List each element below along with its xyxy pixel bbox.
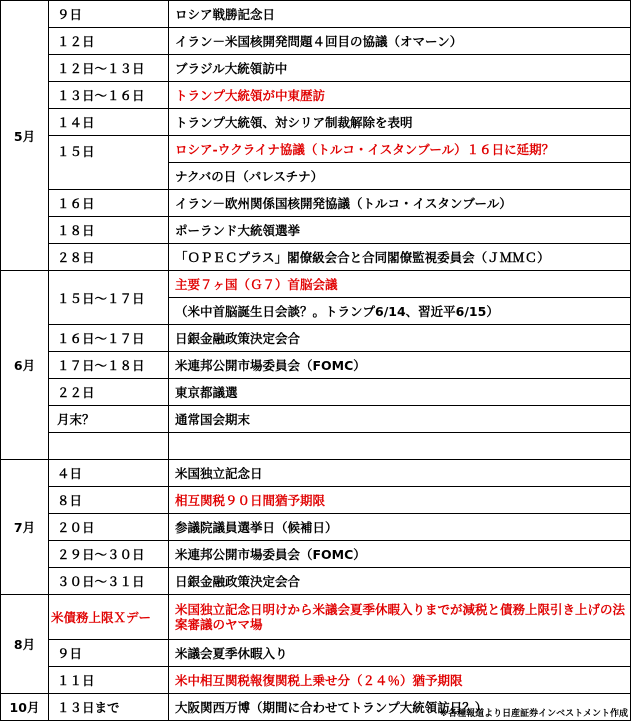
table-row (1, 109, 631, 136)
event-cell (169, 433, 631, 460)
event-cell: ブラジル大統領訪中 (169, 55, 631, 82)
event-cell: 東京都議選 (169, 379, 631, 406)
event-cell: ロシア戦勝記念日 (169, 1, 631, 28)
date-cell: １２日～１３日 (49, 55, 169, 82)
event-cell: 参議院議員選挙日（候補日） (169, 514, 631, 541)
table-row (1, 271, 631, 298)
month-cell-may: 5月 (1, 1, 49, 271)
event-cell: 米連邦公開市場委員会（FOMC） (169, 352, 631, 379)
table-row (1, 244, 631, 271)
date-cell: １６日～１７日 (49, 325, 169, 352)
month-cell-aug: 8月 (1, 595, 49, 694)
table-row (1, 487, 631, 514)
table-row (1, 595, 631, 640)
table-row (1, 460, 631, 487)
date-cell: ２８日 (49, 244, 169, 271)
event-cell: イラン－米国核開発問題４回目の協議（オマーン） (169, 28, 631, 55)
month-cell-jun: 6月 (1, 271, 49, 460)
event-cell-highlighted: 米中相互関税報復関税上乗せ分（２４％）猶予期限 (169, 667, 631, 694)
date-cell: １５日 (49, 136, 169, 190)
event-cell-highlighted: 米国独立記念日明けから米議会夏季休暇入りまでが減税と債務上限引き上げの法案審議のヤマ場 (169, 595, 631, 640)
event-cell: 米国独立記念日 (169, 460, 631, 487)
event-cell-highlighted: ロシア-ウクライナ協議（トルコ・イスタンブール）１６日に延期？ (169, 136, 631, 163)
date-cell: １５日～１７日 (49, 271, 169, 325)
date-cell: ２２日 (49, 379, 169, 406)
table-row (1, 352, 631, 379)
table-row (1, 667, 631, 694)
event-cell: トランプ大統領、対シリア制裁解除を表明 (169, 109, 631, 136)
event-cell: 通常国会期末 (169, 406, 631, 433)
date-cell (49, 433, 169, 460)
date-cell-highlighted: 米債務上限Ｘデー (49, 595, 169, 640)
table-row (1, 190, 631, 217)
event-cell-highlighted: 相互関税９０日間猶予期限 (169, 487, 631, 514)
date-cell: １７日～１８日 (49, 352, 169, 379)
date-cell: ９日 (49, 1, 169, 28)
table-row (1, 541, 631, 568)
event-cell: 「ＯＰＥＣプラス」閣僚級会合と合同閣僚監視委員会（ＪＭＭＣ） (169, 244, 631, 271)
event-cell: 日銀金融政策決定会合 (169, 568, 631, 595)
date-cell: １２日 (49, 28, 169, 55)
date-cell: ２０日 (49, 514, 169, 541)
date-cell: ８日 (49, 487, 169, 514)
table-row (1, 325, 631, 352)
table-row (1, 55, 631, 82)
event-cell: 日銀金融政策決定会合 (169, 325, 631, 352)
date-cell: １６日 (49, 190, 169, 217)
table-row (1, 136, 631, 163)
event-cell: 大阪関西万博（期間に合わせてトランプ大統領訪日？） (169, 694, 631, 721)
date-cell: ３０日～３１日 (49, 568, 169, 595)
month-cell-oct: 10月 (1, 694, 49, 721)
table-row (1, 1, 631, 28)
month-cell-jul: 7月 (1, 460, 49, 595)
event-cell: 米議会夏季休暇入り (169, 640, 631, 667)
table-row (1, 640, 631, 667)
date-cell: １３日まで (49, 694, 169, 721)
date-cell: ２９日～３０日 (49, 541, 169, 568)
table-row (1, 379, 631, 406)
table-row (1, 406, 631, 433)
event-cell: イラン－欧州関係国核開発協議（トルコ・イスタンブール） (169, 190, 631, 217)
event-cell: （米中首脳誕生日会談？。トランプ6/14、習近平6/15） (169, 298, 631, 325)
table-row (1, 514, 631, 541)
date-cell: １８日 (49, 217, 169, 244)
date-cell: ９日 (49, 640, 169, 667)
date-cell: ４日 (49, 460, 169, 487)
event-cell: ナクバの日（パレスチナ） (169, 163, 631, 190)
date-cell: １４日 (49, 109, 169, 136)
table-row (1, 82, 631, 109)
table-row (1, 28, 631, 55)
table-row (1, 433, 631, 460)
source-note: ※各種報道より日産証券インベストメント作成 (439, 709, 628, 719)
event-cell-highlighted: 主要７ヶ国（Ｇ７）首脳会議 (169, 271, 631, 298)
event-cell: 米連邦公開市場委員会（FOMC） (169, 541, 631, 568)
date-cell: １３日～１６日 (49, 82, 169, 109)
event-cell: ポーランド大統領選挙 (169, 217, 631, 244)
table-row (1, 217, 631, 244)
table-row (1, 568, 631, 595)
date-cell: １１日 (49, 667, 169, 694)
date-cell: 月末？ (49, 406, 169, 433)
event-cell-highlighted: トランプ大統領が中東歴訪 (169, 82, 631, 109)
